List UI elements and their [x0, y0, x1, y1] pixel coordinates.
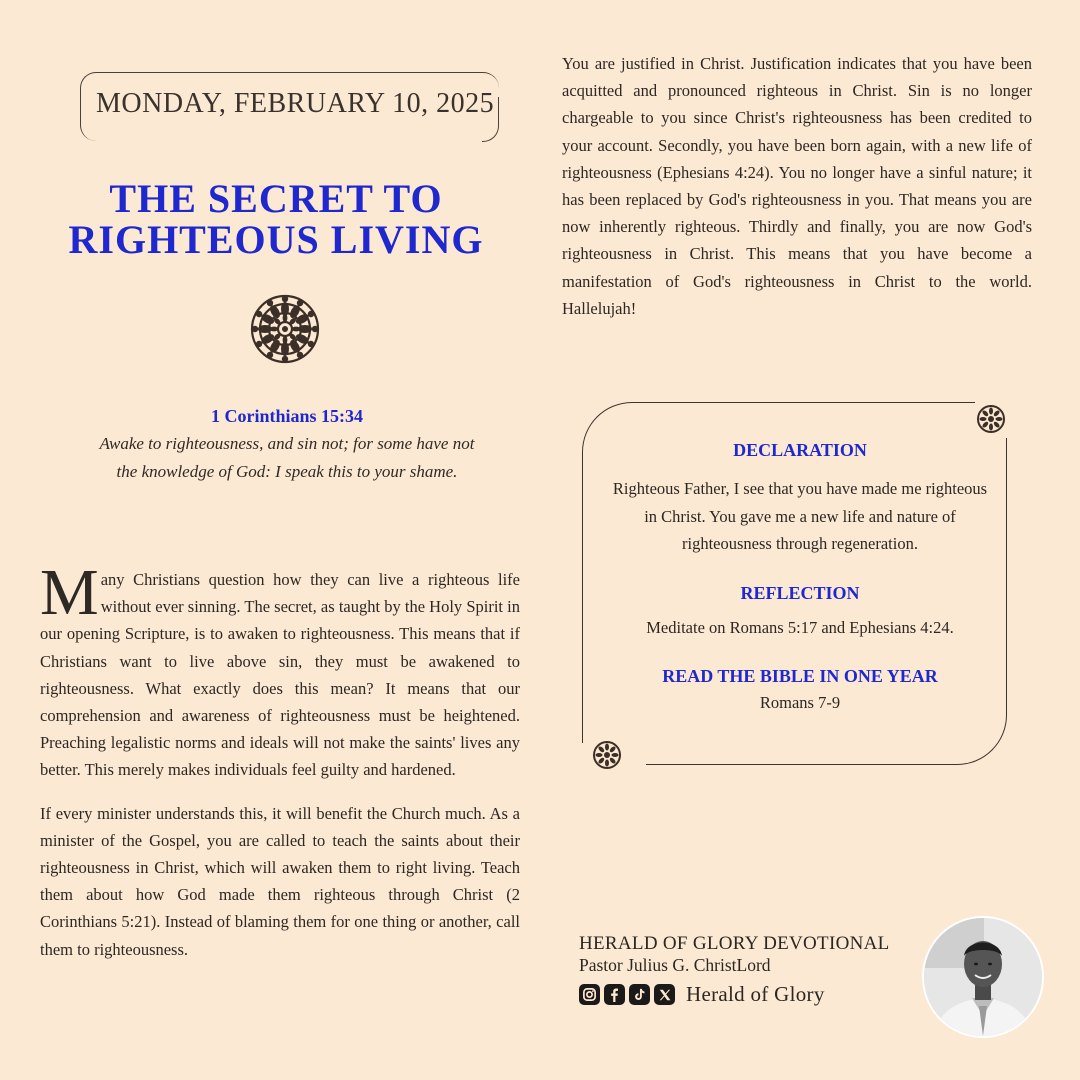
- instagram-icon[interactable]: [579, 984, 600, 1005]
- body-right-column: [562, 50, 1032, 322]
- body-paragraph-3: You are justified in Christ. Justification indicates that you have been acquitted and pronounced righteous in Christ. Sin is no longer chargeable to you since Christ's righteousness has been credited to your account. Secondly, you have been born again, with a new life of righteousness (Ephesians 4:24). You no longer have a sinful nature; it has been replaced by God's righteousness in you. That means you are now inherently righteous. Thirdly and finally, you are now God's righteousness in Christ. This means that you have become a manifestation of God's righteousness in Christ to the world. Hallelujah!: [562, 54, 1032, 318]
- author-avatar: [922, 916, 1044, 1038]
- x-icon[interactable]: [654, 984, 675, 1005]
- declaration-heading: DECLARATION: [733, 440, 867, 460]
- date-label: MONDAY, FEBRUARY 10, 2025: [96, 88, 495, 119]
- scripture-text: [70, 430, 504, 486]
- mandala-ornament-icon: [248, 292, 322, 366]
- reflection-heading: REFLECTION: [740, 582, 860, 603]
- small-ornament-icon: [592, 740, 622, 770]
- declaration-box: [582, 402, 1006, 764]
- title-line-1: THE SECRET TO: [109, 176, 443, 221]
- title-line-2: RIGHTEOUS LIVING: [68, 217, 484, 262]
- page-title: [60, 178, 492, 260]
- reading-heading: READ THE BIBLE IN ONE YEAR: [662, 666, 938, 686]
- body-paragraph-1: [40, 556, 520, 784]
- facebook-icon[interactable]: [604, 984, 625, 1005]
- footer: [579, 933, 929, 1007]
- body-paragraph-1-text: any Christians question how they can live a righteous life without ever sinning. The secret, as taught by the Holy Spirit in our opening Scripture, is to awaken to righteousness. This means that if Christians want to live above sin, they must be awakened to righteousness. What exactly does this mean? It means that our comprehension and awareness of righteousness must be heightened. Preaching legalistic norms and ideals will not make the saints' lives any better. This merely makes individuals feel guilty and hardened.: [40, 570, 520, 780]
- scripture-line-1: Awake to righteousness, and sin not; for some have not: [99, 434, 475, 453]
- box-content: [606, 440, 994, 717]
- footer-author: Pastor Julius G. ChristLord: [579, 955, 771, 975]
- drop-cap: M: [40, 556, 99, 629]
- reading-text: Romans 7-9: [759, 693, 841, 712]
- declaration-text: Righteous Father, I see that you have made me righteous in Christ. You gave me a new life and nature of righteousness through regeneration.: [612, 479, 988, 553]
- scripture-line-2: the knowledge of God: I speak this to your shame.: [116, 462, 458, 481]
- reflection-text: Meditate on Romans 5:17 and Ephesians 4:24.: [646, 617, 954, 637]
- footer-title: HERALD OF GLORY DEVOTIONAL: [579, 933, 890, 954]
- social-handle[interactable]: Herald of Glory: [686, 982, 825, 1006]
- body-left-column: [40, 556, 520, 979]
- small-ornament-icon: [976, 404, 1006, 434]
- social-row: [579, 982, 929, 1007]
- scripture-reference: 1 Corinthians 15:34: [210, 406, 363, 426]
- tiktok-icon[interactable]: [629, 984, 650, 1005]
- body-paragraph-2: If every minister understands this, it will benefit the Church much. As a minister of the Gospel, you are called to teach the saints about their righteousness in Christ, which will awaken them to right living. Teach them about how God made them righteous through Christ (2 Corinthians 5:21). Instead of blaming them for one thing or another, call them to righteousness.: [40, 803, 520, 959]
